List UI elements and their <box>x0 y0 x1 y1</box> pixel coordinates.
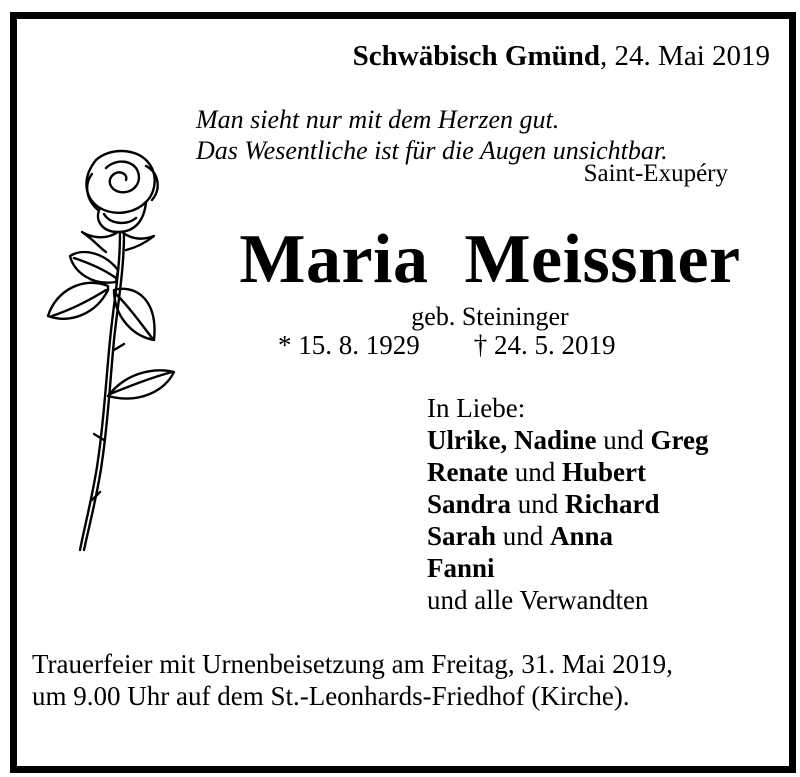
date: , 24. Mai 2019 <box>600 40 770 72</box>
family-name: Renate <box>427 457 508 487</box>
birth-date: * 15. 8. 1929 <box>278 330 420 360</box>
family-line <box>427 456 709 488</box>
family-name: Sarah <box>427 521 497 551</box>
death-date: † 24. 5. 2019 <box>473 330 616 360</box>
place: Schwäbisch Gmünd <box>352 40 601 72</box>
family-conj: und <box>511 489 566 519</box>
family-closing: und alle Verwandten <box>427 585 649 615</box>
quote <box>196 104 716 166</box>
family-intro: In Liebe: <box>427 393 526 423</box>
service-line-1: Trauerfeier mit Urnenbeisetzung am Freitag, 31. Mai 2019, <box>32 649 673 679</box>
family-line <box>427 520 709 552</box>
family-name: Anna <box>550 521 614 551</box>
family-name: Sandra <box>427 489 512 519</box>
family-line <box>427 552 709 584</box>
family-conj: und <box>596 425 651 455</box>
family-conj: und <box>507 457 562 487</box>
family-conj: und <box>496 521 551 551</box>
deceased-name <box>210 220 770 300</box>
family-name: Ulrike, Nadine <box>427 425 597 455</box>
first-name: Maria <box>239 221 429 298</box>
family-name: Hubert <box>561 457 646 487</box>
quote-line-2: Das Wesentliche ist für die Augen unsichtbar. <box>196 136 668 165</box>
birth-name: geb. Steininger <box>411 302 569 331</box>
family-list <box>427 392 709 616</box>
quote-line-1: Man sieht nur mit dem Herzen gut. <box>196 105 560 134</box>
family-name: Richard <box>565 489 660 519</box>
family-name: Fanni <box>427 553 495 583</box>
last-name: Meissner <box>464 221 741 298</box>
family-line <box>427 424 709 456</box>
life-dates <box>278 330 616 361</box>
service-info <box>32 648 673 712</box>
family-name: Greg <box>650 425 709 455</box>
service-line-2: um 9.00 Uhr auf dem St.-Leonhards-Friedhof (Kirche). <box>32 681 630 711</box>
place-date <box>353 40 770 73</box>
quote-author: Saint-Exupéry <box>583 160 728 187</box>
rose-icon <box>34 140 194 560</box>
family-line <box>427 488 709 520</box>
